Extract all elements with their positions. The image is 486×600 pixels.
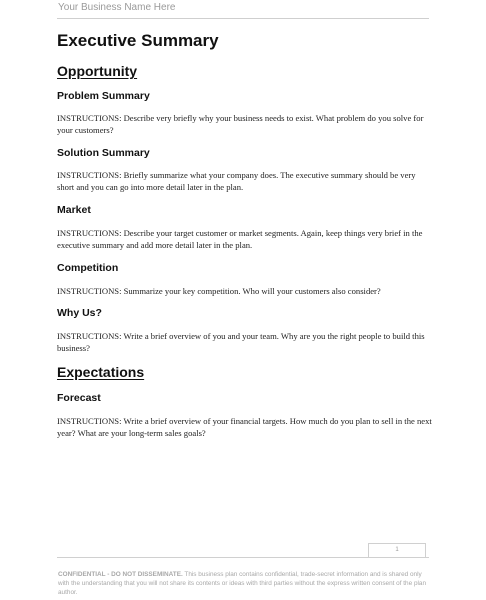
page-number-box [368,543,426,558]
subheading-market: Market [57,204,91,216]
page-number: 1 [395,547,399,553]
subheading-solution-summary: Solution Summary [57,147,150,159]
paragraph-problem-summary: INSTRUCTIONS: Describe very briefly why your business needs to exist. What problem do you solve for your customers? [57,113,424,135]
paragraph-market: INSTRUCTIONS: Describe your target customer or market segments. Again, keep things very brief in the executive summary and add more detail later in the plan. [57,228,423,250]
paragraph-forecast: INSTRUCTIONS: Write a brief overview of your financial targets. How much do you plan to sell in the next year? What are your long-term sales goals? [57,416,432,438]
subheading-forecast: Forecast [57,392,101,404]
confidentiality-notice [58,570,433,597]
section-title-opportunity: Opportunity [57,63,138,79]
confidential-text: This business plan contains confidential, trade-secret information and is shared only with the understanding that you will not share its contents or ideas with third parties without the express written consent of the plan author. [58,571,427,596]
page-title: Executive Summary [57,31,219,50]
section-title-expectations: Expectations [57,364,145,380]
subheading-competition: Competition [57,262,119,274]
subheading-problem-summary: Problem Summary [57,90,150,102]
paragraph-solution-summary: INSTRUCTIONS: Briefly summarize what your company does. The executive summary should be very short and you can go into more detail later in the plan. [57,170,416,192]
paragraph-why-us: INSTRUCTIONS: Write a brief overview of you and your team. Why are you the right people to build this business? [57,331,425,353]
business-name: Your Business Name Here [58,2,176,13]
paragraph-competition: INSTRUCTIONS: Summarize your key competition. Who will your customers also consider? [57,286,381,296]
subheading-why-us: Why Us? [57,307,102,319]
confidential-label: CONFIDENTIAL - DO NOT DISSEMINATE. [58,571,183,578]
footer-rule [57,557,429,558]
